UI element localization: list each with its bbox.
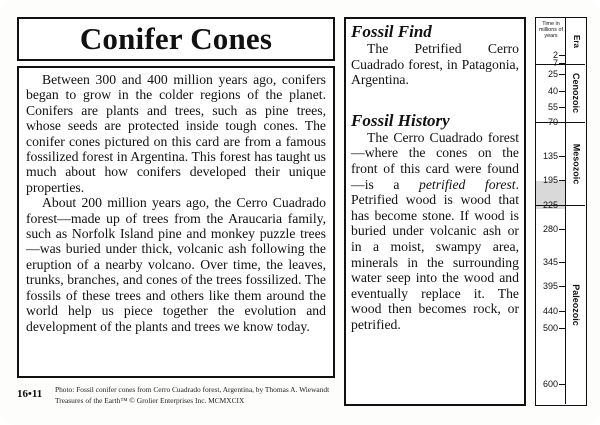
timeline-tick-mark [559,311,565,312]
timeline-tick-mark [559,55,565,56]
timeline-tick-mark [559,74,565,75]
footer [55,384,345,406]
timeline-tick-label: 600 [542,379,558,389]
geologic-timeline [535,17,587,406]
timeline-tick-mark [559,91,565,92]
era-label-mesozoic: Mesozoic [571,143,582,184]
timeline-tick-label: 135 [542,151,558,161]
fossil-info-box [344,17,526,406]
timeline-tick-mark [559,262,565,263]
timeline-tick-label: 395 [542,281,558,291]
timeline-tick-label: 70 [547,117,558,127]
fossil-find-heading: Fossil Find [351,22,432,41]
timeline-tick-label: 7 [552,58,558,68]
fossil-history-term: petrified forest [418,176,516,192]
photo-credit: Photo: Fossil conifer cones from Cerro Cuadrado forest, Argentina, by Thomas A. Wiewandt [55,385,330,394]
timeline-header: Time in millions of years [539,21,563,39]
timeline-tick-label: 280 [542,224,558,234]
page-number: 16•11 [17,388,43,400]
timeline-tick-label: 225 [542,200,558,210]
card-title: Conifer Cones [79,21,273,56]
timeline-tick-mark [559,286,565,287]
title-box [17,17,335,61]
body-paragraph-2: About 200 million years ago, the Cerro Cuadrado forest—made up of trees from the Araucaria family, such as Norfolk Island pine and monkey puzzle trees—was buried under thick, volcanic ash following the eruption of a nearby volcano. Over time, the leaves, trunks, branches, and cones of the trees fossilized. The fossils of these trees and others like them around the world help us piece together the evolution and development of the plants and trees we know today. [26,195,326,334]
fossil-history-heading: Fossil History [351,110,450,130]
timeline-tick-mark [559,328,565,329]
fossil-history-text-a: The Cerro Cuadrado forest—where the cones on the front of this card were found—is a [351,129,519,192]
era-label-cenozoic: Cenozoic [571,72,582,114]
timeline-tick-label: 55 [547,102,558,112]
timeline-tick-label: 500 [542,323,558,333]
body-paragraph-1: Between 300 and 400 million years ago, conifers began to grow in the colder regions of the planet. Conifers are plants and trees, such as pine trees, whose seeds are protected inside tough cones. The conifer cones pictured on this card are from a famous fossilized forest in Argentina. This forest has taught us much about how conifers developed their unique properties. [26,72,326,195]
timeline-tick-label: 195 [542,175,558,185]
fossil-find-text: The Petrified Cerro Cuadrado forest, in Patagonia, Argentina. [351,41,519,88]
fossil-history-text [351,130,519,333]
timeline-tick-label: 345 [542,257,558,267]
era-label-paleozoic: Paleozoic [571,283,582,326]
fossil-history-text-b: . Petrified wood is wood that has become stone. If wood is buried under volcanic ash or in a moist, swampy area, minerals in the surrounding water seep into the wood and eventually replace it. The wood then becomes rock, or petrified. [351,176,519,332]
era-header [566,18,586,64]
timeline-tick-mark [559,63,565,64]
timeline-tick-label: 2 [552,50,558,60]
timeline-tick-mark [559,107,565,108]
timeline-tick-label: 40 [547,86,558,96]
era-header-text: Era [571,34,581,48]
timeline-tick-label: 440 [542,306,558,316]
timeline-tick-mark [559,229,565,230]
timeline-tick-label: 25 [547,69,558,79]
copyright: Treasures of the Earth™ © Grolier Enterprises Inc. MCMXCIX [55,396,245,405]
timeline-tick-mark [559,180,565,181]
body-text-box [17,66,335,378]
timeline-tick-mark [559,384,565,385]
timeline-tick-mark [559,156,565,157]
